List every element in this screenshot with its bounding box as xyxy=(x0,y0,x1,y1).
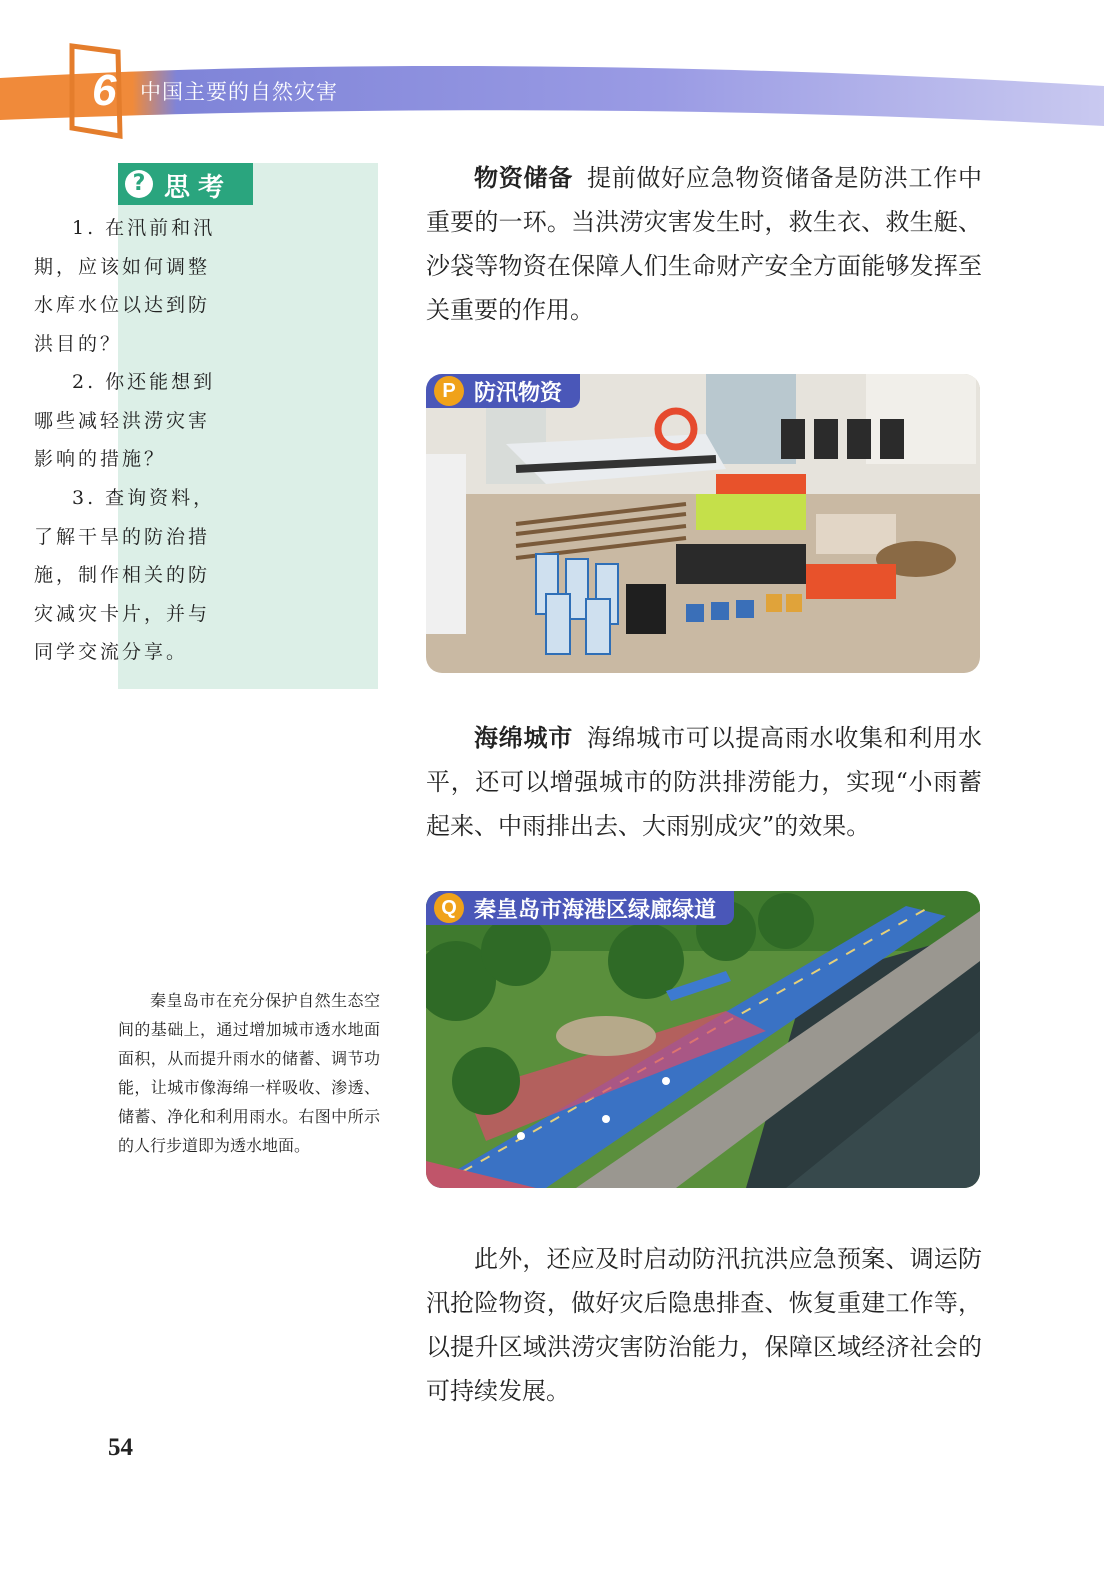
chapter-title: 中国主要的自然灾害 xyxy=(140,80,338,104)
paragraph-text: 提前做好应急物资储备是防洪工作中重要的一环。当洪涝灾害发生时，救生衣、救生艇、沙袋等物资在保障人们生命财产安全方面能够发挥至关重要的作用。 xyxy=(426,164,983,324)
paragraph-heading: 物资储备 xyxy=(474,164,573,192)
caption-letter-badge: Q xyxy=(434,893,464,923)
side-note: 秦皇岛市在充分保护自然生态空间的基础上，通过增加城市透水地面面积，从而提升雨水的储蓄、调节功能，让城市像海绵一样吸收、渗透、储蓄、净化和利用雨水。右图中所示的人行步道即为透水地面。 xyxy=(118,991,380,1155)
page-number: 54 xyxy=(108,1434,133,1461)
think-tab xyxy=(118,163,253,205)
paragraph-text: 此外，还应及时启动防汛抗洪应急预案、调运防汛抢险物资，做好灾后隐患排查、恢复重建工作等，以提升区域洪涝灾害防治能力，保障区域经济社会的可持续发展。 xyxy=(426,1245,982,1405)
greenway-illustration xyxy=(426,891,980,1188)
paragraph-heading: 海绵城市 xyxy=(474,724,573,752)
paragraph-text: 海绵城市可以提高雨水收集和利用水平，还可以增强城市的防洪排涝能力，实现“小雨蓄起来、中雨排出去、大雨别成灾”的效果。 xyxy=(426,724,983,840)
caption-letter-badge: P xyxy=(434,376,464,406)
paragraph-sponge-city xyxy=(426,716,982,848)
think-question-2: 2. 你还能想到哪些减轻洪涝灾害影响的措施？ xyxy=(34,371,216,470)
photo-caption-tag xyxy=(426,891,734,925)
chapter-number: 6 xyxy=(92,66,117,115)
photo-caption: 防汛物资 xyxy=(474,380,563,406)
paragraph-supplies xyxy=(426,156,982,332)
photo-greenway xyxy=(426,891,980,1188)
question-icon: ? xyxy=(125,170,153,198)
chapter-header-band xyxy=(0,0,1104,150)
paragraph-additional-measures xyxy=(426,1237,982,1413)
flood-supplies-illustration xyxy=(426,374,980,673)
think-question-1: 1. 在汛前和汛期，应该如何调整水库水位以达到防洪目的？ xyxy=(34,217,216,355)
think-title: 思考 xyxy=(164,173,233,203)
photo-caption-tag xyxy=(426,374,580,408)
photo-flood-supplies xyxy=(426,374,980,673)
think-question-3: 3. 查询资料，了解干旱的防治措施，制作相关的防灾减灾卡片，并与同学交流分享。 xyxy=(34,487,216,663)
photo-caption: 秦皇岛市海港区绿廊绿道 xyxy=(474,897,717,923)
